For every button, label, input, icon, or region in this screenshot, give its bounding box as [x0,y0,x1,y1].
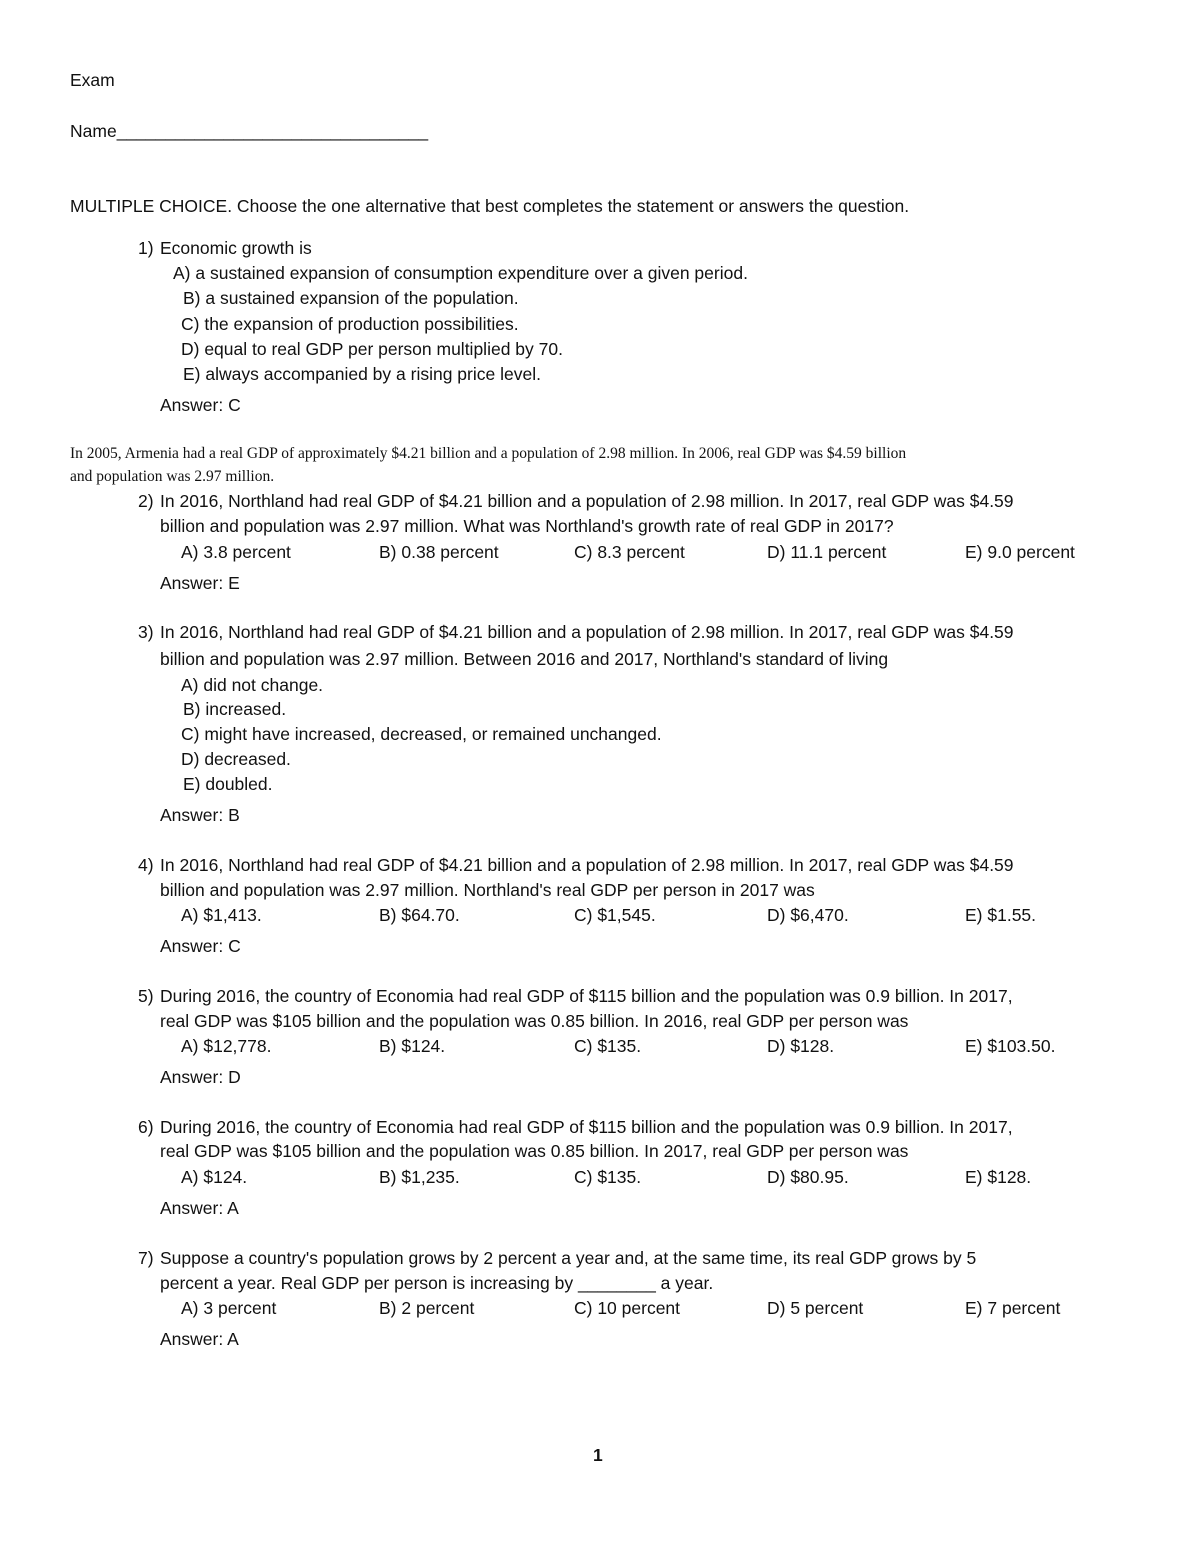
context-line-2: and population was 2.97 million. [70,468,275,485]
option-a: A) 3.8 percent [181,542,291,562]
option-b: B) $1,235. [379,1167,460,1187]
page-number: 1 [593,1445,603,1465]
option-e: E) $103.50. [965,1036,1056,1056]
answer: Answer: C [160,395,241,415]
option-e: E) 7 percent [965,1298,1061,1318]
option-a: A) $12,778. [181,1036,272,1056]
option-c: C) 10 percent [574,1298,681,1318]
question-stem-line-1: In 2016, Northland had real GDP of $4.21 billion and a population of 2.98 million. In 2017, real GDP was $4.59 [160,491,1014,511]
option-e: E) 9.0 percent [965,542,1075,562]
question-stem-line-1: Suppose a country's population grows by 2 percent a year and, at the same time, its real GDP grows by 5 [160,1248,977,1268]
option-b: B) increased. [183,699,287,719]
answer: Answer: C [160,936,241,956]
name-blank-line: ________________________________ [116,121,429,141]
option-d: D) decreased. [181,749,291,769]
option-c: C) $1,545. [574,905,656,925]
answer: Answer: D [160,1067,241,1087]
option-e: E) always accompanied by a rising price level. [183,364,541,384]
question-stem-line-2: billion and population was 2.97 million. What was Northland's growth rate of real GDP in 2017? [160,516,894,536]
question-stem: Economic growth is [160,238,312,258]
option-a: A) did not change. [181,675,324,695]
option-e: E) $128. [965,1167,1032,1187]
question-stem-line-2: billion and population was 2.97 million. Between 2016 and 2017, Northland's standard of living [160,649,889,669]
question-number: 7) [138,1248,154,1268]
question-number: 3) [138,622,154,642]
question-stem-line-1: In 2016, Northland had real GDP of $4.21 billion and a population of 2.98 million. In 2017, real GDP was $4.59 [160,622,1014,642]
option-d: D) $6,470. [767,905,849,925]
option-d: D) 5 percent [767,1298,864,1318]
option-d: D) equal to real GDP per person multiplied by 70. [181,339,563,359]
answer: Answer: A [160,1329,239,1349]
option-d: D) 11.1 percent [767,542,887,562]
option-d: D) $128. [767,1036,835,1056]
option-e: E) doubled. [183,774,273,794]
question-number: 4) [138,855,154,875]
option-b: B) $64.70. [379,905,460,925]
instructions: MULTIPLE CHOICE. Choose the one alternative that best completes the statement or answers the question. [70,196,910,216]
option-a: A) $124. [181,1167,248,1187]
question-stem-line-2: real GDP was $105 billion and the population was 0.85 billion. In 2017, real GDP per person was [160,1141,909,1161]
option-c: C) 8.3 percent [574,542,685,562]
option-a: A) 3 percent [181,1298,277,1318]
question-number: 1) [138,238,154,258]
name-field [70,123,428,141]
option-c: C) $135. [574,1167,642,1187]
answer: Answer: A [160,1198,239,1218]
name-label: Name [70,121,117,141]
question-stem-line-1: During 2016, the country of Economia had real GDP of $115 billion and the population was 0.9 billion. In 2017, [160,1117,1013,1137]
option-b: B) 0.38 percent [379,542,499,562]
answer: Answer: B [160,805,240,825]
option-d: D) $80.95. [767,1167,849,1187]
option-b: B) 2 percent [379,1298,475,1318]
option-a: A) a sustained expansion of consumption expenditure over a given period. [173,263,748,283]
option-b: B) $124. [379,1036,446,1056]
answer: Answer: E [160,573,240,593]
option-e: E) $1.55. [965,905,1037,925]
question-stem-line-2: percent a year. Real GDP per person is increasing by ________ a year. [160,1273,714,1293]
context-line-1: In 2005, Armenia had a real GDP of approximately $4.21 billion and a population of 2.98 million. In 2006, real GDP was $4.59 billion [70,445,907,462]
option-c: C) might have increased, decreased, or remained unchanged. [181,724,662,744]
question-number: 2) [138,491,154,511]
question-stem-line-1: During 2016, the country of Economia had real GDP of $115 billion and the population was 0.9 billion. In 2017, [160,986,1013,1006]
question-stem-line-1: In 2016, Northland had real GDP of $4.21 billion and a population of 2.98 million. In 2017, real GDP was $4.59 [160,855,1014,875]
question-number: 6) [138,1117,154,1137]
question-number: 5) [138,986,154,1006]
option-b: B) a sustained expansion of the population. [183,288,519,308]
question-stem-line-2: real GDP was $105 billion and the population was 0.85 billion. In 2016, real GDP per person was [160,1011,909,1031]
exam-title: Exam [70,70,115,90]
option-a: A) $1,413. [181,905,262,925]
question-stem-line-2: billion and population was 2.97 million. Northland's real GDP per person in 2017 was [160,880,815,900]
option-c: C) the expansion of production possibilities. [181,314,519,334]
option-c: C) $135. [574,1036,642,1056]
